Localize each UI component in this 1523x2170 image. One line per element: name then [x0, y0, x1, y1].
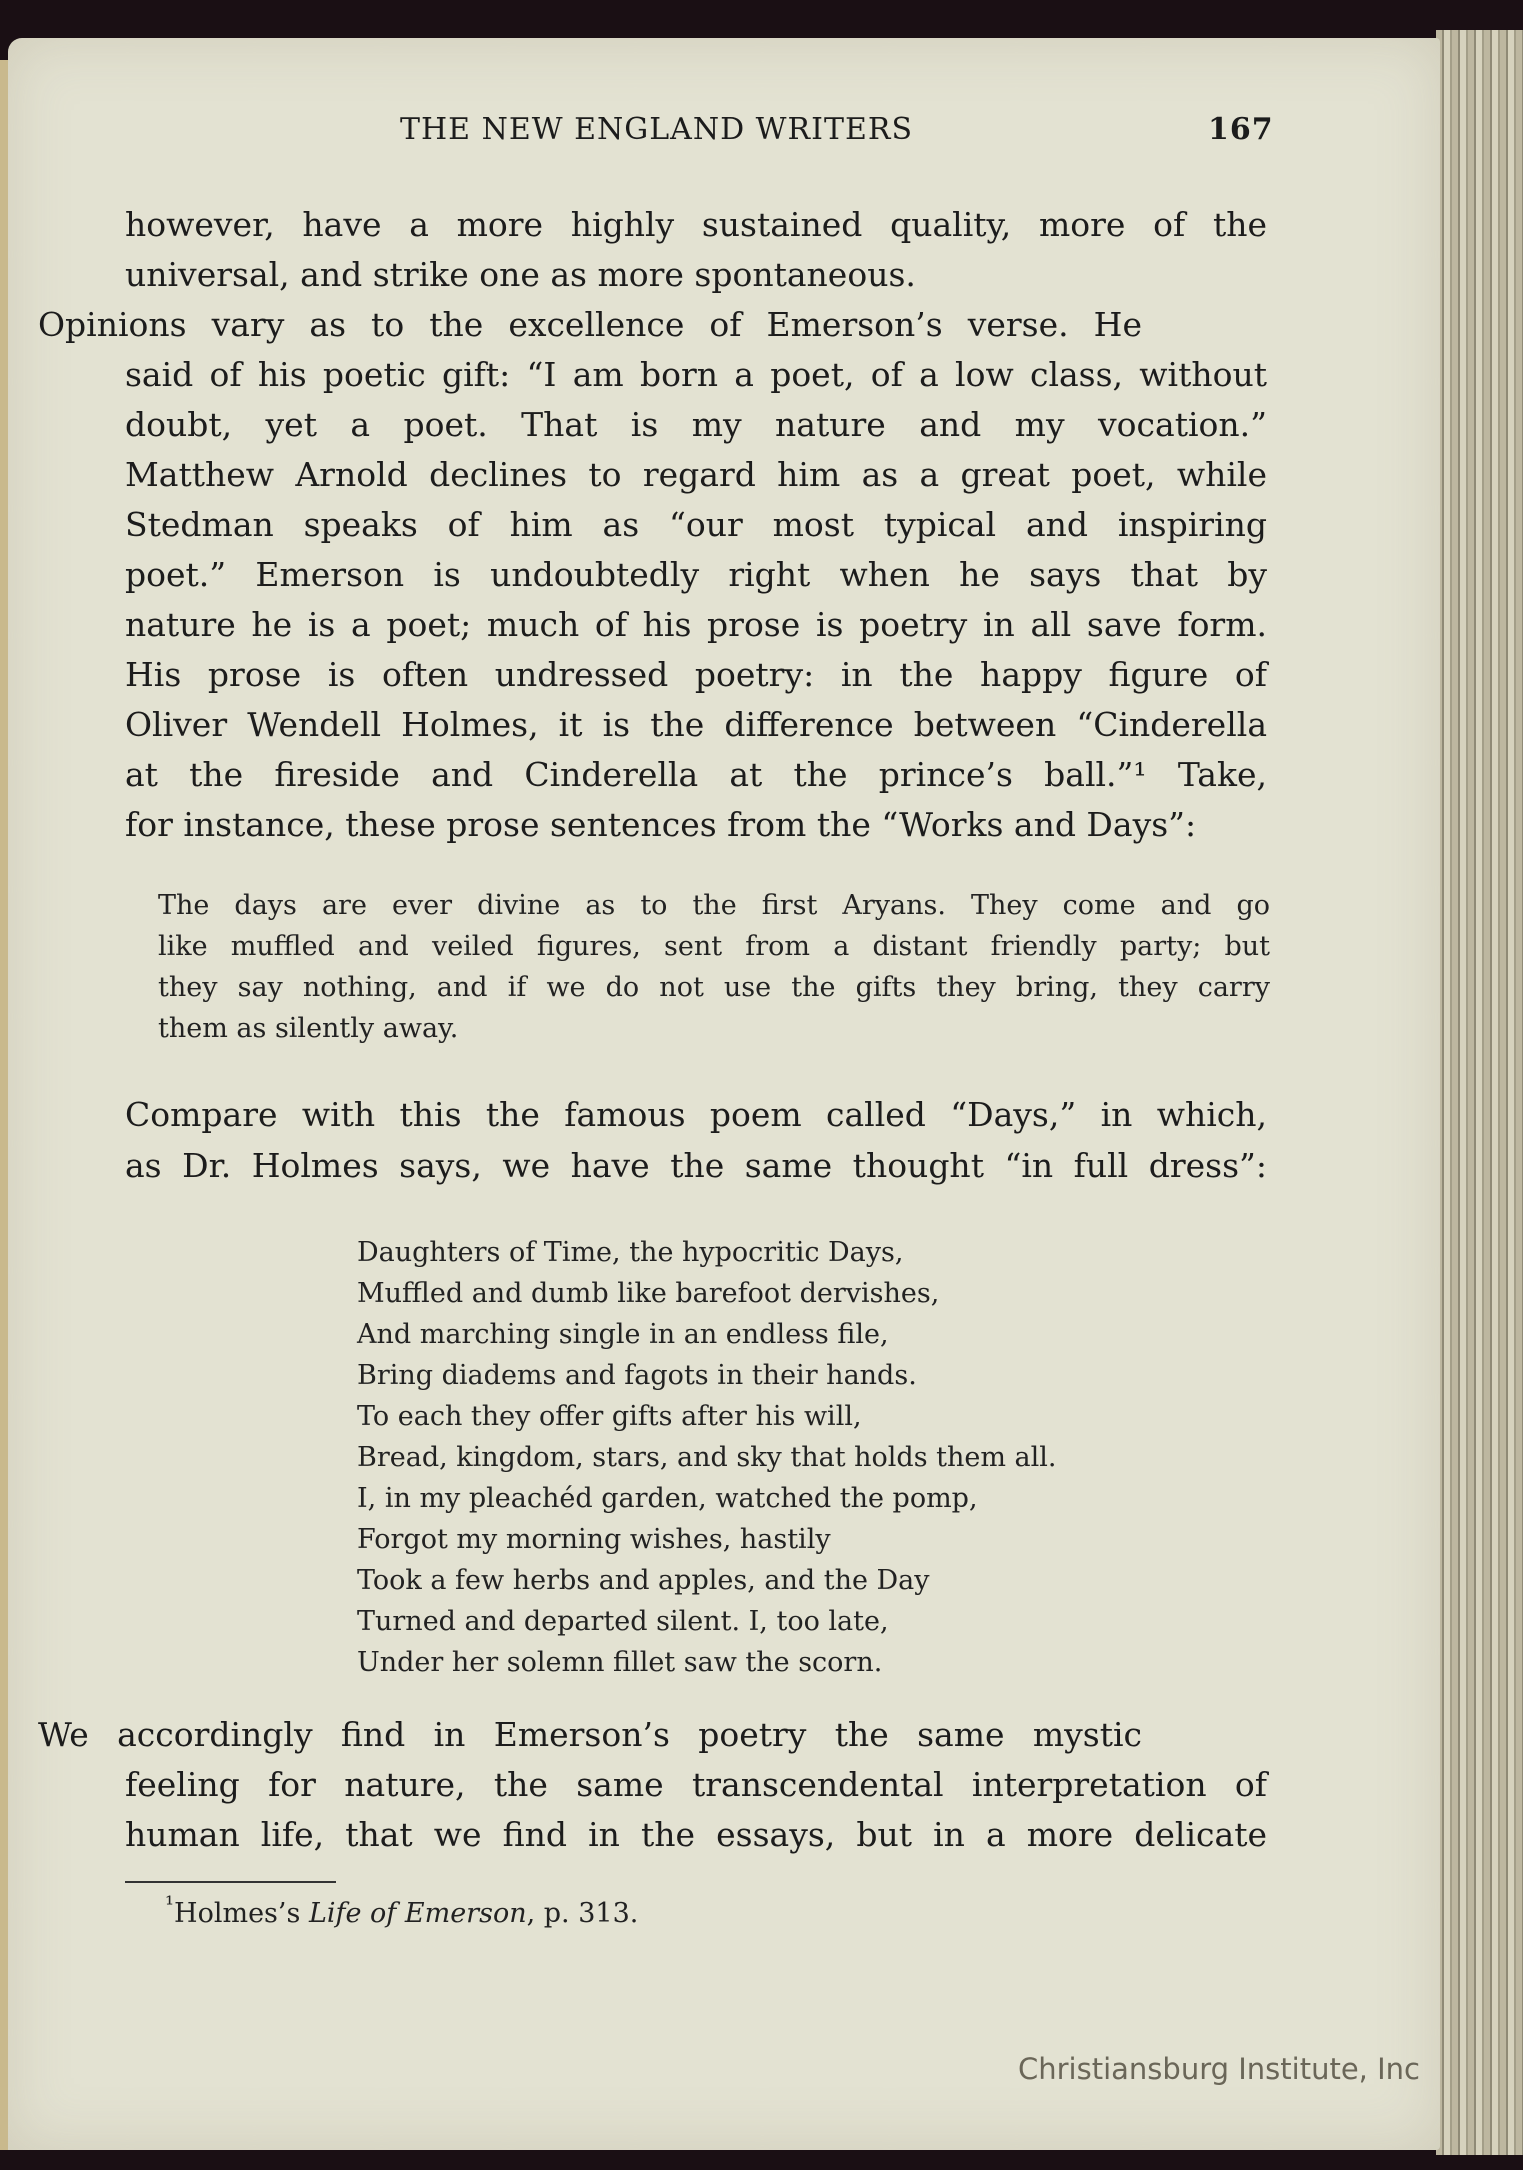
poem-line: I, in my pleachéd garden, watched the pomp,: [357, 1483, 978, 1514]
para3-line: as Dr. Holmes says, we have the same thought “in full dress”:: [125, 1146, 1267, 1185]
footnote-author: Holmes’s: [174, 1898, 309, 1929]
para2-line: Oliver Wendell Holmes, it is the difference between “Cinderella: [125, 705, 1267, 744]
quote-line: they say nothing, and if we do not use the gifts they bring, they carry: [158, 972, 1270, 1003]
poem-line: Under her solemn fillet saw the scorn.: [357, 1647, 883, 1678]
para2-line: Stedman speaks of him as “our most typical and inspiring: [125, 505, 1267, 544]
footnote-title: Life of Emerson: [308, 1898, 527, 1929]
para2-line: at the fireside and Cinderella at the prince’s ball.”¹ Take,: [125, 755, 1267, 794]
quote-line: like muffled and veiled figures, sent from a distant friendly party; but: [158, 931, 1270, 962]
poem-line: And marching single in an endless file,: [357, 1319, 889, 1350]
poem-line: Bring diadems and fagots in their hands.: [357, 1360, 917, 1391]
para2-line: nature he is a poet; much of his prose is poetry in all save form.: [125, 605, 1267, 644]
poem-line: Daughters of Time, the hypocritic Days,: [357, 1237, 904, 1268]
running-title: THE NEW ENGLAND WRITERS: [400, 112, 913, 147]
poem-line: Bread, kingdom, stars, and sky that holds them all.: [357, 1442, 1057, 1473]
para4-line: feeling for nature, the same transcendental interpretation of: [125, 1765, 1267, 1804]
quote-line: them as silently away.: [158, 1013, 459, 1044]
para2-line: Matthew Arnold declines to regard him as a great poet, while: [125, 455, 1267, 494]
poem-line: To each they offer gifts after his will,: [357, 1401, 862, 1432]
quote-line: The days are ever divine as to the first Aryans. They come and go: [158, 890, 1270, 921]
para2-line: for instance, these prose sentences from the “Works and Days”:: [125, 805, 1197, 844]
watermark: Christiansburg Institute, Inc: [1018, 2052, 1420, 2086]
para4-line: human life, that we find in the essays, but in a more delicate: [125, 1815, 1267, 1854]
book-page-edges: [1436, 30, 1523, 2155]
para3-line: Compare with this the famous poem called “Days,” in which,: [125, 1095, 1267, 1134]
page-number: 167: [1208, 112, 1274, 147]
poem-line: Forgot my morning wishes, hastily: [357, 1524, 831, 1555]
para2-line: said of his poetic gift: “I am born a poet, of a low class, without: [125, 355, 1267, 394]
para2-line: Opinions vary as to the excellence of Emerson’s verse. He: [38, 305, 1142, 344]
poem-line: Took a few herbs and apples, and the Day: [357, 1565, 930, 1596]
footnote-rule: [125, 1881, 336, 1883]
para2-line: His prose is often undressed poetry: in the happy figure of: [125, 655, 1267, 694]
poem-line: Muffled and dumb like barefoot dervishes,: [357, 1278, 940, 1309]
para4-line: We accordingly find in Emerson’s poetry the same mystic: [38, 1715, 1142, 1754]
footnote-marker: ¹: [165, 1892, 175, 1918]
para2-line: doubt, yet a poet. That is my nature and my vocation.”: [125, 405, 1267, 444]
para1-line: however, have a more highly sustained quality, more of the: [125, 205, 1267, 244]
poem-line: Turned and departed silent. I, too late,: [357, 1606, 889, 1637]
footnote-page: , p. 313.: [526, 1898, 639, 1929]
footnote: [165, 1892, 638, 1929]
para1-line: universal, and strike one as more spontaneous.: [125, 255, 916, 294]
para2-line: poet.” Emerson is undoubtedly right when he says that by: [125, 555, 1267, 594]
